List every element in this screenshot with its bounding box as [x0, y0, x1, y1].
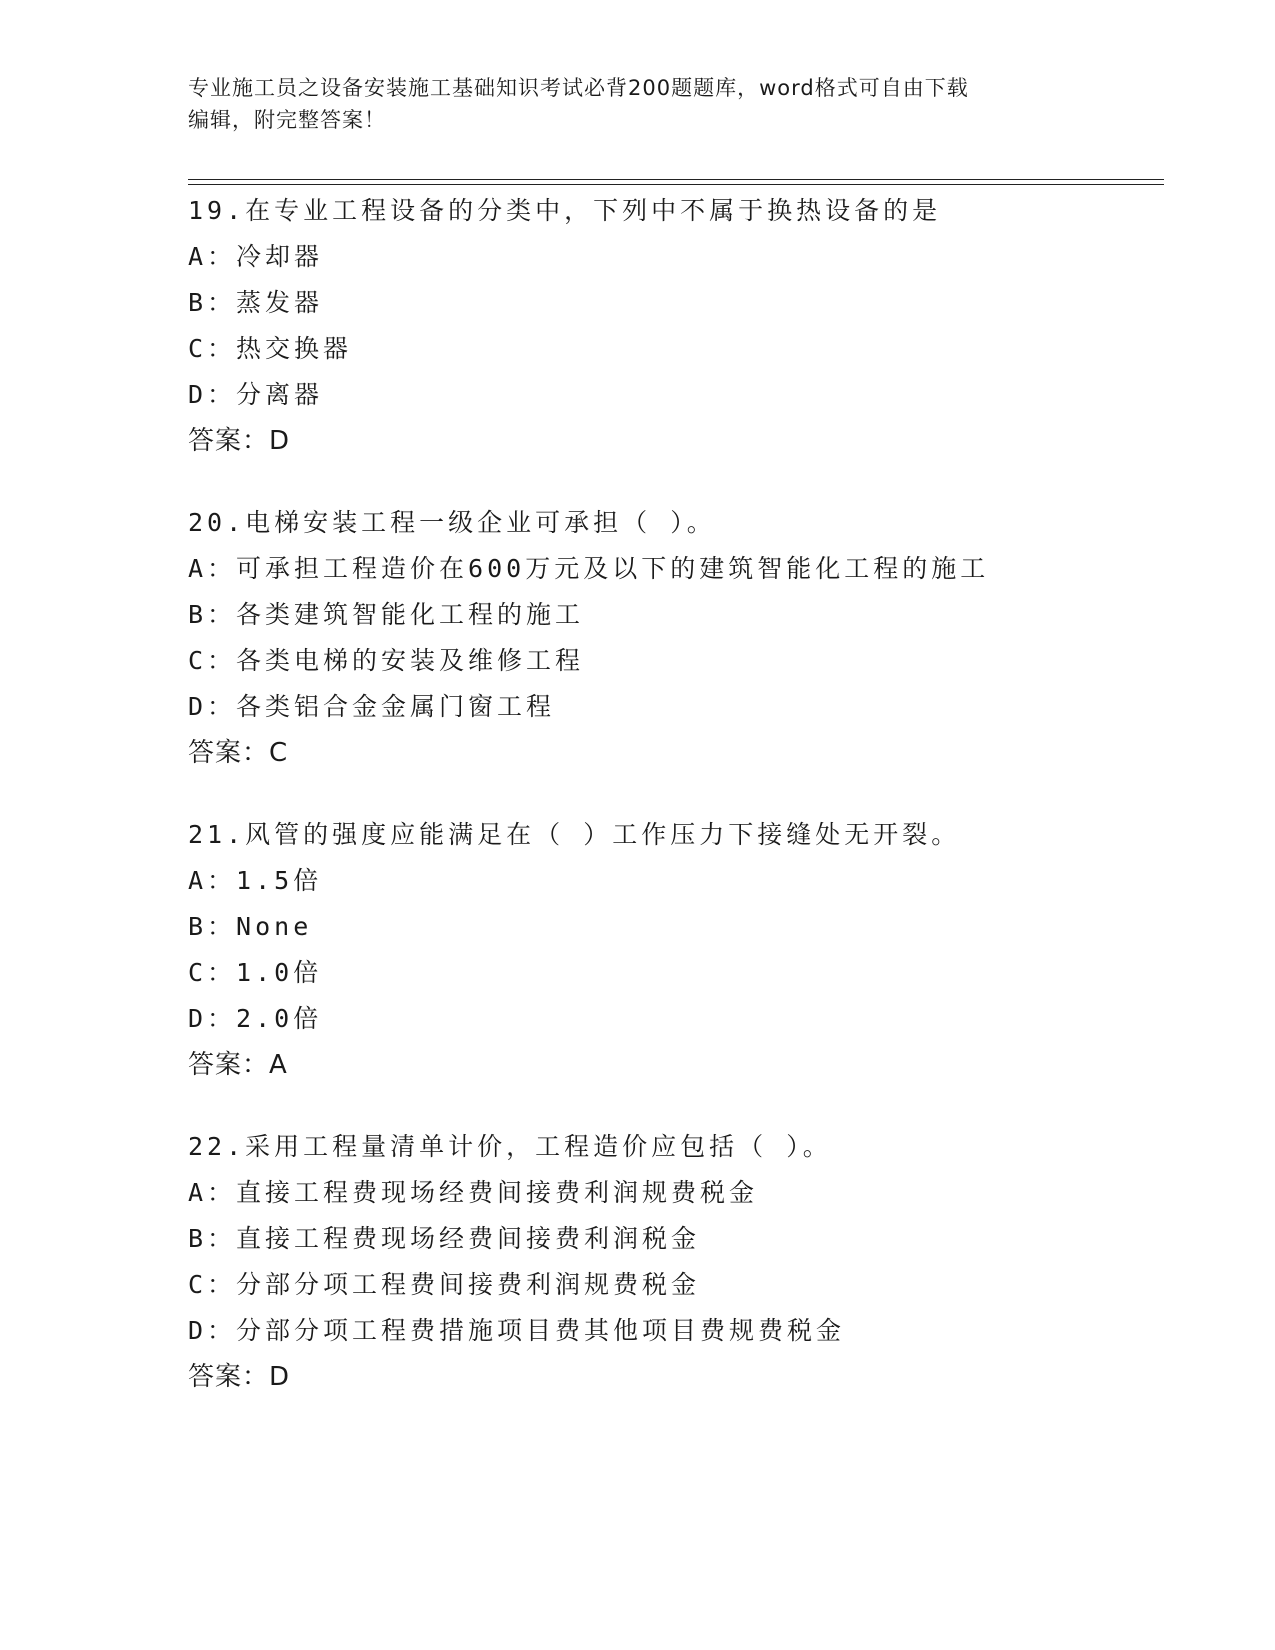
question-21: [188, 812, 1178, 1088]
option-c: C：热交换器: [188, 334, 353, 363]
option-a: A：可承担工程造价在600万元及以下的建筑智能化工程的施工: [188, 554, 990, 583]
option-d: D：分部分项工程费措施项目费其他项目费规费税金: [188, 1316, 846, 1345]
question-stem: 21.风管的强度应能满足在（ ）工作压力下接缝处无开裂。: [188, 820, 961, 849]
option-b: B：直接工程费现场经费间接费利润税金: [188, 1224, 701, 1253]
header-line-2: 编辑，附完整答案！: [188, 108, 386, 132]
answer: 答案：D: [188, 426, 291, 456]
option-b: B：蒸发器: [188, 288, 324, 317]
answer: 答案：C: [188, 738, 289, 768]
option-a: A：冷却器: [188, 242, 324, 271]
option-a: A：1.5倍: [188, 866, 323, 895]
option-d: D：2.0倍: [188, 1004, 323, 1033]
question-22: [188, 1124, 1178, 1400]
question-stem: 22.采用工程量清单计价，工程造价应包括（ ）。: [188, 1132, 832, 1161]
option-d: D：各类铝合金金属门窗工程: [188, 692, 556, 721]
question-stem: 19.在专业工程设备的分类中，下列中不属于换热设备的是: [188, 196, 942, 225]
header-divider-bottom: [188, 184, 1164, 185]
answer: 答案：D: [188, 1362, 291, 1392]
question-list: [188, 188, 1178, 1436]
header-line-1: 专业施工员之设备安装施工基础知识考试必背200题题库，word格式可自由下载: [188, 76, 969, 100]
header-divider-top: [188, 179, 1164, 180]
option-b: B：各类建筑智能化工程的施工: [188, 600, 585, 629]
document-header: [188, 72, 1088, 136]
option-c: C：1.0倍: [188, 958, 323, 987]
option-d: D：分离器: [188, 380, 324, 409]
answer: 答案：A: [188, 1050, 288, 1080]
option-b: B：None: [188, 912, 313, 941]
question-20: [188, 500, 1178, 776]
option-a: A：直接工程费现场经费间接费利润规费税金: [188, 1178, 759, 1207]
question-stem: 20.电梯安装工程一级企业可承担（ ）。: [188, 508, 716, 537]
option-c: C：各类电梯的安装及维修工程: [188, 646, 585, 675]
option-c: C：分部分项工程费间接费利润规费税金: [188, 1270, 701, 1299]
question-19: [188, 188, 1178, 464]
